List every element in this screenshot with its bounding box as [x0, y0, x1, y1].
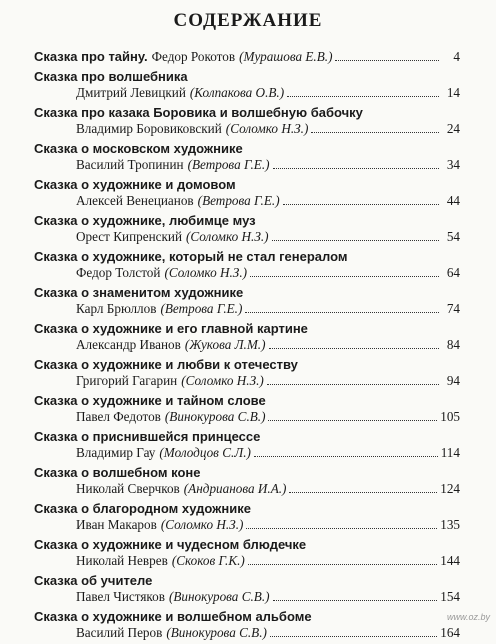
- entry-artist: Владимир Боровиковский: [76, 121, 222, 136]
- entry-artist: Павел Чистяков: [76, 589, 165, 604]
- entry-page-number: 164: [440, 625, 460, 640]
- entry-artist: Павел Федотов: [76, 409, 161, 424]
- entry-heading: Сказка о художнике и тайном слове: [34, 393, 266, 408]
- toc-entry: [34, 608, 460, 641]
- entry-heading: Сказка о художнике и чудесном блюдечке: [34, 537, 307, 552]
- dot-leader: [269, 348, 440, 349]
- entry-author: (Ветрова Г.Е.): [197, 193, 280, 208]
- entry-page-number: 24: [446, 121, 460, 136]
- toc-entry: [34, 356, 460, 389]
- toc-entry: [34, 140, 460, 173]
- toc-entry: [34, 500, 460, 533]
- entry-author: (Соломко Н.З.): [186, 229, 269, 244]
- entry-page-number: 44: [446, 193, 460, 208]
- toc-entry: [34, 428, 460, 461]
- toc-entry: [34, 248, 460, 281]
- entry-author: (Соломко Н.З.): [181, 373, 264, 388]
- dot-leader: [273, 600, 438, 601]
- entry-artist: Дмитрий Левицкий: [76, 85, 186, 100]
- entry-page-number: 34: [446, 157, 460, 172]
- dot-leader: [270, 636, 437, 637]
- dot-leader: [250, 276, 439, 277]
- entry-author: (Колпакова О.В.): [189, 85, 285, 100]
- entry-author: (Жукова Л.М.): [184, 337, 266, 352]
- entry-artist: Федор Толстой: [76, 265, 161, 280]
- dot-leader: [283, 204, 439, 205]
- table-of-contents: [34, 49, 460, 644]
- dot-leader: [245, 312, 439, 313]
- dot-leader: [335, 60, 439, 61]
- toc-entry: [34, 572, 460, 605]
- entry-heading: Сказка о московском художнике: [34, 141, 243, 156]
- entry-author: (Ветрова Г.Е.): [187, 157, 270, 172]
- entry-artist: Василий Перов: [76, 625, 163, 640]
- entry-heading: Сказка об учителе: [34, 573, 153, 588]
- entry-heading: Сказка о приснившейся принцессе: [34, 429, 261, 444]
- entry-page-number: 154: [440, 589, 460, 604]
- entry-artist: Александр Иванов: [76, 337, 181, 352]
- toc-entry: [34, 284, 460, 317]
- entry-page-number: 14: [446, 85, 460, 100]
- dot-leader: [272, 240, 439, 241]
- entry-heading: Сказка о художнике и любви к отечеству: [34, 357, 298, 372]
- entry-page-number: 105: [440, 409, 460, 424]
- page-title: СОДЕРЖАНИЕ: [173, 10, 323, 31]
- entry-artist: Алексей Венецианов: [76, 193, 194, 208]
- entry-page-number: 64: [446, 265, 460, 280]
- entry-author: (Соломко Н.З.): [225, 121, 309, 136]
- dot-leader: [268, 420, 437, 421]
- entry-heading: Сказка о благородном художнике: [34, 501, 251, 516]
- toc-entry: [34, 176, 460, 209]
- entry-heading: Сказка о художнике и его главной картине: [34, 321, 308, 336]
- entry-page-number: 94: [446, 373, 460, 388]
- entry-page-number: 74: [446, 301, 460, 316]
- entry-artist: Григорий Гагарин: [76, 373, 178, 388]
- entry-heading: Сказка про тайну.: [34, 49, 148, 64]
- entry-author: (Соломко Н.З.): [160, 517, 244, 532]
- watermark: www.oz.by: [446, 612, 490, 622]
- entry-heading: Сказка про волшебника: [34, 69, 188, 84]
- entry-page-number: 4: [453, 49, 460, 64]
- entry-author: (Винокурова С.В.): [168, 589, 270, 604]
- dot-leader: [267, 384, 439, 385]
- entry-author: (Молодцов С.Л.): [159, 445, 251, 460]
- entry-author: (Скоков Г.К.): [171, 553, 245, 568]
- entry-author: (Ветрова Г.Е.): [160, 301, 243, 316]
- entry-artist: Николай Сверчков: [76, 481, 180, 496]
- toc-entry: [34, 464, 460, 497]
- entry-page-number: 135: [440, 517, 460, 532]
- toc-entry: [34, 68, 460, 101]
- entry-heading: Сказка о художнике и домовом: [34, 177, 236, 192]
- entry-artist: Василий Тропинин: [76, 157, 184, 172]
- entry-author: (Андрианова И.А.): [183, 481, 287, 496]
- entry-page-number: 84: [446, 337, 460, 352]
- entry-artist: Карл Брюллов: [76, 301, 157, 316]
- dot-leader: [246, 528, 437, 529]
- entry-heading: Сказка о художнике, любимце муз: [34, 213, 256, 228]
- entry-page-number: 124: [440, 481, 460, 496]
- toc-entry: [34, 104, 460, 137]
- entry-heading: Сказка о знаменитом художнике: [34, 285, 244, 300]
- entry-page-number: 114: [440, 445, 460, 460]
- entry-artist: Владимир Гау: [76, 445, 156, 460]
- dot-leader: [248, 564, 437, 565]
- entry-artist: Иван Макаров: [76, 517, 157, 532]
- dot-leader: [289, 492, 437, 493]
- entry-author: (Мурашова Е.В.): [239, 49, 333, 64]
- entry-author: (Винокурова С.В.): [164, 409, 266, 424]
- entry-heading: Сказка про казака Боровика и волшебную бабочку: [34, 105, 363, 120]
- dot-leader: [287, 96, 439, 97]
- entry-page-number: 54: [446, 229, 460, 244]
- toc-entry: [34, 49, 460, 65]
- dot-leader: [273, 168, 439, 169]
- entry-author: (Винокурова С.В.): [166, 625, 267, 640]
- dot-leader: [254, 456, 438, 457]
- entry-artist: Федор Рокотов: [151, 49, 236, 64]
- entry-heading: Сказка о художнике, который не стал генералом: [34, 249, 348, 264]
- entry-artist: Николай Неврев: [76, 553, 168, 568]
- toc-entry: [34, 320, 460, 353]
- entry-author: (Соломко Н.З.): [164, 265, 248, 280]
- entry-heading: Сказка о волшебном коне: [34, 465, 201, 480]
- entry-heading: Сказка о художнике и волшебном альбоме: [34, 609, 312, 624]
- entry-page-number: 144: [440, 553, 460, 568]
- toc-entry: [34, 392, 460, 425]
- toc-entry: [34, 536, 460, 569]
- entry-artist: Орест Кипренский: [76, 229, 183, 244]
- toc-entry: [34, 212, 460, 245]
- dot-leader: [311, 132, 439, 133]
